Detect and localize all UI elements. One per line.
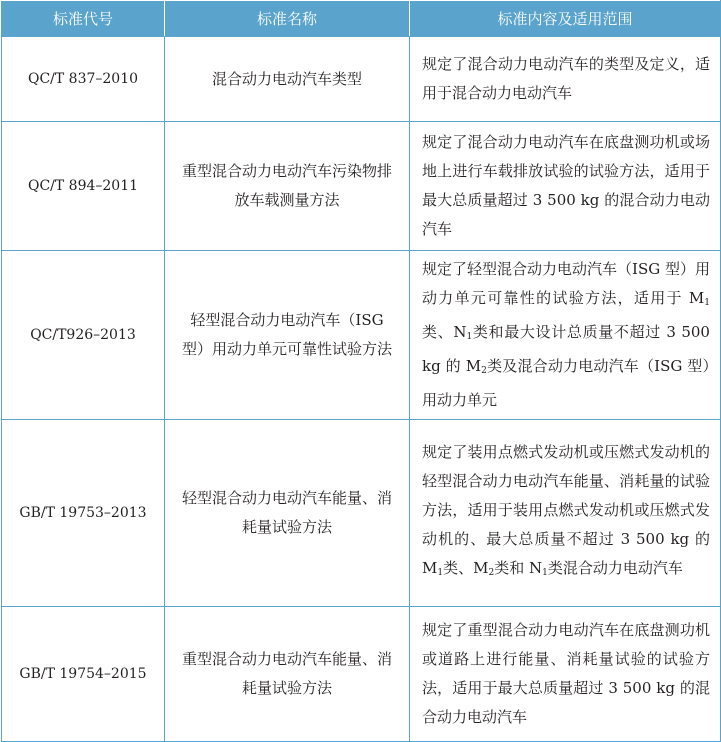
standards-table <box>1 0 721 742</box>
subscript: 2 <box>488 568 495 578</box>
standard-description <box>410 251 721 420</box>
standard-description: 规定了混合动力电动汽车的类型及定义，适用于混合动力电动汽车 <box>410 37 721 122</box>
standard-name: 轻型混合动力电动汽车能量、消耗量试验方法 <box>165 420 410 607</box>
desc-text: 类和 N <box>494 559 543 577</box>
table-row <box>2 251 721 420</box>
table-row <box>2 122 721 251</box>
subscript: 1 <box>437 568 444 578</box>
standard-name: 重型混合动力电动汽车污染物排放车载测量方法 <box>165 122 410 251</box>
standard-code: QC/T 837–2010 <box>2 37 165 122</box>
desc-text: 类、M <box>443 559 489 577</box>
standard-name: 重型混合动力电动汽车能量、消耗量试验方法 <box>165 607 410 742</box>
header-name: 标准名称 <box>165 1 410 37</box>
subscript: 1 <box>542 568 548 578</box>
header-content: 标准内容及适用范围 <box>410 1 721 37</box>
standard-description: 规定了重型混合动力电动汽车在底盘测功机或道路上进行能量、消耗量试验的试验方法，适用于最大总质量超过 3 500 kg 的混合动力电动汽车 <box>410 607 721 742</box>
subscript: 1 <box>704 298 710 308</box>
standard-code: GB/T 19753–2013 <box>2 420 165 607</box>
standard-name: 混合动力电动汽车类型 <box>165 37 410 122</box>
header-row <box>2 1 721 37</box>
standard-description <box>410 420 721 607</box>
desc-text: 类、N <box>422 323 467 341</box>
desc-text: 类混合动力电动汽车 <box>547 559 683 577</box>
table-row <box>2 420 721 607</box>
header-code: 标准代号 <box>2 1 165 37</box>
standard-description: 规定了混合动力电动汽车在底盘测功机或场地上进行车载排放试验的试验方法，适用于最大总质量超过 3 500 kg 的混合动力电动汽车 <box>410 122 721 251</box>
desc-text: 类及混合动力电动汽车（ISG 型）用动力单元 <box>422 357 710 409</box>
desc-text: 类和最大设计总质量不超过 3 500 kg 的 M <box>422 323 710 375</box>
standard-code: QC/T 894–2011 <box>2 122 165 251</box>
desc-text: 规定了装用点燃式发动机或压燃式发动机的轻型混合动力电动汽车能量、消耗量的试验方法，适用于装用点燃式发动机或压燃式发动机的、最大总质量不超过 3 500 kg 的 M <box>422 443 710 577</box>
table-row <box>2 607 721 742</box>
standard-code: QC/T926–2013 <box>2 251 165 420</box>
subscript: 2 <box>481 366 487 376</box>
standard-code: GB/T 19754–2015 <box>2 607 165 742</box>
desc-text: 规定了轻型混合动力电动汽车（ISG 型）用动力单元可靠性的试验方法，适用于 M <box>422 260 710 307</box>
subscript: 1 <box>466 332 473 342</box>
table-row <box>2 37 721 122</box>
standard-name: 轻型混合动力电动汽车（ISG 型）用动力单元可靠性试验方法 <box>165 251 410 420</box>
